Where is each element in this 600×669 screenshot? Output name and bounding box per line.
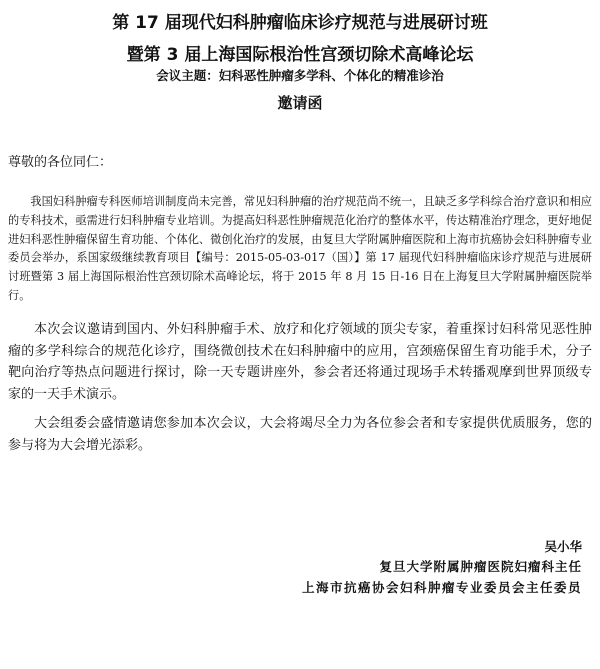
paragraph-intro: 我国妇科肿瘤专科医师培训制度尚未完善，常见妇科肿瘤的治疗规范尚不统一，且缺乏多学科综合治疗意识和相应的专科技术，亟需进行妇科肿瘤专业培训。为提高妇科恶性肿瘤规范化治疗的整体水平，传达精准治疗理念，更好地促进妇科恶性肿瘤保留生育功能、个体化、微创化治疗的发展，由复旦大学附属肿瘤医院和上海市抗癌协会妇科肿瘤专业委员会举办，系国家级继续教育项目【编号：2015-05-03-017（国）】第 17 届现代妇科肿瘤临床诊疗规范与进展研讨班暨第 3 届上海国际根治性宫颈切除术高峰论坛，将于 2015 年 8 月 15 日-16 日在上海复旦大学附属肿瘤医院举行。 xyxy=(8,195,592,302)
paragraph-program: 本次会议邀请到国内、外妇科肿瘤手术、放疗和化疗领域的顶尖专家，着重探讨妇科常见恶性肿瘤的多学科综合的规范化诊疗，围绕微创技术在妇科肿瘤中的应用，宫颈癌保留生育功能手术，分子靶向治疗等热点问题进行探讨，除一天专题讲座外，参会者还将通过现场手术转播观摩到世界顶级专家的一天手术演示。 xyxy=(8,322,592,402)
salutation: 尊敬的各位同仁： xyxy=(8,155,113,170)
paragraph-closing: 大会组委会盛情邀请您参加本次会议，大会将竭尽全力为各位参会者和专家提供优质服务，您的参与将为大会增光添彩。 xyxy=(8,416,592,453)
title-line-2: 暨第 3 届上海国际根治性宫颈切除术高峰论坛 xyxy=(126,45,474,65)
conference-theme: 会议主题：妇科恶性肿瘤多学科、个体化的精准诊治 xyxy=(156,68,444,83)
signature-name: 吴小华 xyxy=(544,539,582,554)
signature-title-1: 复旦大学附属肿瘤医院妇瘤科主任 xyxy=(379,559,582,574)
signature-title-2: 上海市抗癌协会妇科肿瘤专业委员会主任委员 xyxy=(301,580,582,595)
invitation-heading: 邀请函 xyxy=(277,94,323,112)
title-line-1: 第 17 届现代妇科肿瘤临床诊疗规范与进展研讨班 xyxy=(112,13,488,33)
